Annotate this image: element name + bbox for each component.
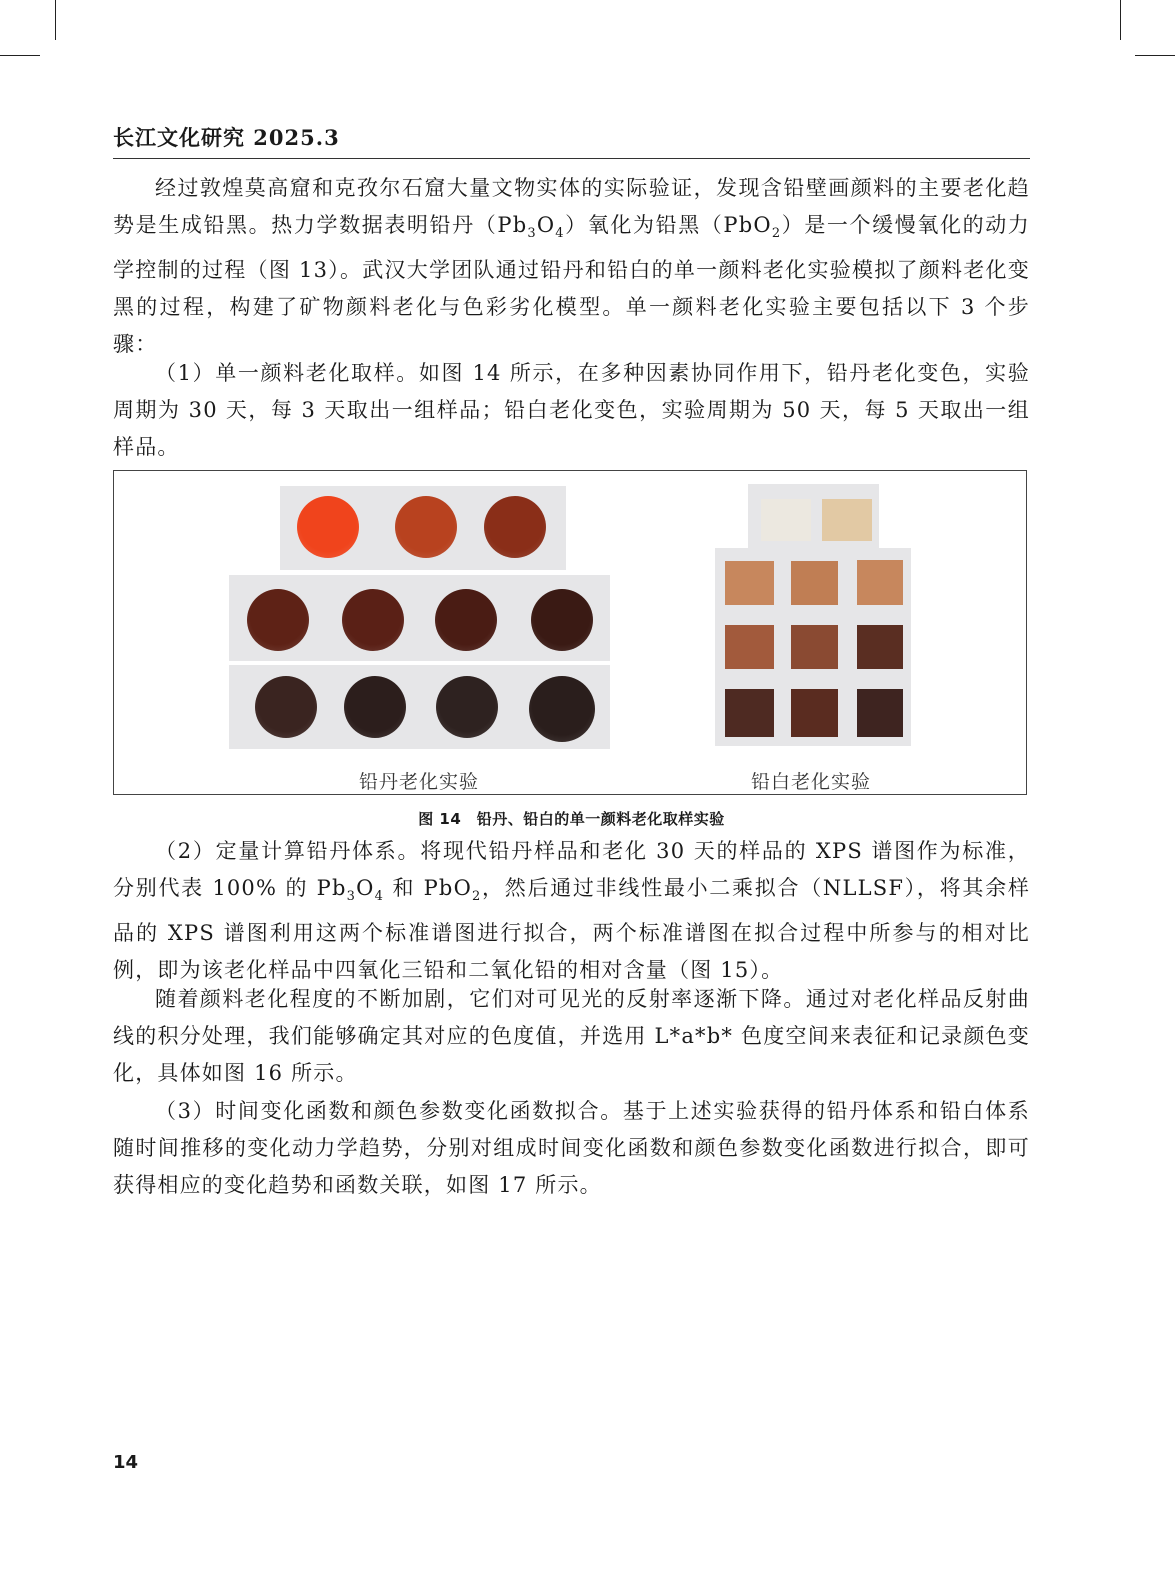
lead-white-sample (791, 625, 838, 669)
paragraph-step-2: （2）定量计算铅丹体系。将现代铅丹样品和老化 30 天的样品的 XPS 谱图作为标准，分别代表 100% 的 $Pb_3O_4$ 和 PbO$_2$，然后通过非线性最小二乘拟合（NLLSF），将其余样品的 XPS 谱图利用这两个标准谱图进行拟合，两个标准谱图在拟合过程中所参与的相对比例，即为该老化样品中四氧化三铅和二氧化铅的相对含量（图 15）。 (113, 839, 1031, 983)
lead-white-sample (857, 689, 903, 737)
lead-white-label: 铅白老化实验 (751, 771, 872, 793)
paragraph-step-3: （3）时间变化函数和颜色参数变化函数拟合。基于上述实验获得的铅丹体系和铅白体系随时间推移的变化动力学趋势，分别对组成时间变化函数和颜色参数变化函数进行拟合，即可获得相应的变化趋势和函数关联，如图 17 所示。 (113, 1099, 1030, 1197)
paragraph-step-1: （1）单一颜料老化取样。如图 14 所示，在多种因素协同作用下，铅丹老化变色，实验周期为 30 天，每 3 天取出一组样品；铅白老化变色，实验周期为 50 天，每 5 天取出一组样品。 (113, 361, 1030, 459)
lead-red-sample (531, 589, 593, 651)
crop-mark (1135, 55, 1175, 56)
lead-white-sample (791, 561, 838, 605)
lead-red-sample (255, 676, 317, 738)
lead-red-sample (344, 676, 406, 738)
lead-red-sample (395, 496, 457, 558)
crop-mark (0, 55, 40, 56)
lead-red-sample (529, 676, 595, 742)
lead-white-sample (822, 499, 872, 541)
paragraph-intro: 经过敦煌莫高窟和克孜尔石窟大量文物实体的实际验证，发现含铅壁画颜料的主要老化趋势是生成铅黑。热力学数据表明铅丹$(Pb_3O_4)$氧化为铅黑（PbO$_2$）是一个缓慢氧化的动力学控制的过程（图 13）。武汉大学团队通过铅丹和铅白的单一颜料老化实验模拟了颜料老化变黑的过程，构建了矿物颜料老化与色彩劣化模型。单一颜料老化实验主要包括以下 3 个步骤： (113, 176, 1031, 357)
running-header: 长江文化研究 2025.3 (113, 125, 340, 150)
lead-red-sample (247, 589, 309, 651)
header-rule (113, 158, 1030, 159)
lead-white-sample (725, 625, 774, 669)
page-number: 14 (113, 1452, 139, 1473)
lead-white-sample (857, 625, 903, 669)
lead-red-sample (297, 496, 359, 558)
figure-14 (113, 470, 1027, 795)
lead-red-sample (436, 676, 498, 738)
crop-mark (1120, 0, 1121, 40)
lead-red-sample (342, 589, 404, 651)
paragraph-reflectance: 随着颜料老化程度的不断加剧，它们对可见光的反射率逐渐下降。通过对老化样品反射曲线的积分处理，我们能够确定其对应的色度值，并选用 L*a*b* 色度空间来表征和记录颜色变化，具体如图 16 所示。 (113, 987, 1030, 1085)
lead-white-sample (791, 689, 838, 737)
lead-white-sample (857, 560, 903, 605)
lead-white-sample (761, 499, 811, 541)
lead-red-label: 铅丹老化实验 (359, 771, 480, 793)
lead-white-sample (725, 561, 774, 605)
lead-red-sample (484, 496, 546, 558)
crop-mark (55, 0, 56, 40)
lead-white-sample (725, 689, 774, 737)
lead-red-sample (435, 589, 497, 651)
figure-caption: 图 14 铅丹、铅白的单一颜料老化取样实验 (418, 810, 725, 828)
